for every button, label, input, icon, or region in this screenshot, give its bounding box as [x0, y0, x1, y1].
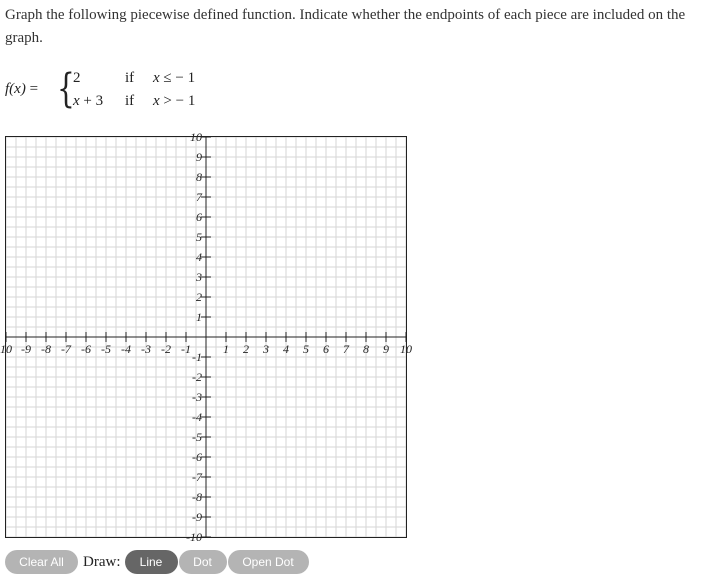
x-tick-label: 3 [263, 342, 269, 356]
piece-1-var: x [153, 70, 160, 86]
x-tick-label: 6 [323, 342, 329, 356]
piece-2-if: if [125, 93, 135, 109]
piece-2-bound: − 1 [175, 93, 196, 109]
x-tick-label: 1 [223, 342, 229, 356]
piece-1-if: if [125, 70, 135, 86]
x-tick-label: -4 [121, 342, 131, 356]
y-tick-label: 8 [196, 170, 202, 184]
y-tick-label: -3 [192, 390, 202, 404]
clear-all-button[interactable]: Clear All [5, 550, 78, 574]
piece-2-condition [153, 93, 195, 110]
x-tick-label: 7 [343, 342, 349, 356]
y-tick-label: -8 [192, 490, 202, 504]
y-tick-label: 7 [196, 190, 202, 204]
y-tick-label: -9 [192, 510, 202, 524]
x-tick-label: 10 [0, 342, 12, 356]
y-tick-label: -10 [186, 530, 202, 544]
graph-canvas[interactable] [0, 130, 412, 544]
y-tick-label: -5 [192, 430, 202, 444]
y-tick-label: 6 [196, 210, 202, 224]
question-prompt: Graph the following piecewise defined function. Indicate whether the endpoints of each piece are included on the graph. [5, 7, 686, 46]
piece-2-var: x [153, 93, 160, 109]
function-name: f [5, 81, 10, 97]
piece-1-condition [153, 70, 195, 87]
y-tick-label: 9 [196, 150, 202, 164]
y-tick-label: -2 [192, 370, 202, 384]
x-tick-label: 8 [363, 342, 369, 356]
piece-1-op: ≤ [163, 70, 172, 86]
x-tick-label: 2 [243, 342, 249, 356]
y-tick-label: -7 [192, 470, 202, 484]
y-tick-label: -6 [192, 450, 202, 464]
open-dot-tool-button[interactable]: Open Dot [228, 550, 309, 574]
x-tick-label: -7 [61, 342, 71, 356]
y-tick-label: 5 [196, 230, 202, 244]
piece-2-value-var: x [73, 93, 80, 109]
graph-svg[interactable] [0, 130, 412, 544]
line-tool-button[interactable]: Line [125, 550, 178, 574]
x-tick-label: -5 [101, 342, 111, 356]
x-tick-label: 10 [400, 342, 412, 356]
piece-2-op: > [163, 93, 172, 109]
formula-lhs: f(x) = [5, 81, 39, 97]
piece-1-bound: − 1 [175, 70, 196, 86]
piece-2-value [73, 93, 103, 110]
draw-label: Draw: [83, 553, 121, 570]
piece-2-value-rest: + 3 [79, 93, 104, 109]
y-tick-label: 2 [196, 290, 202, 304]
y-tick-label: 3 [196, 270, 202, 284]
y-tick-label: 4 [196, 250, 202, 264]
x-tick-label: -1 [181, 342, 191, 356]
x-tick-label: -8 [41, 342, 51, 356]
equals-sign: = [29, 81, 39, 97]
function-variable: x [14, 81, 21, 97]
x-tick-label: 9 [383, 342, 389, 356]
piece-1-value: 2 [73, 70, 81, 86]
dot-tool-button[interactable]: Dot [179, 550, 227, 574]
x-tick-label: 4 [283, 342, 289, 356]
left-brace: { [57, 66, 75, 112]
y-tick-label: -4 [192, 410, 202, 424]
x-tick-label: -2 [161, 342, 171, 356]
x-tick-label: -9 [21, 342, 31, 356]
x-tick-label: -6 [81, 342, 91, 356]
y-tick-label: 10 [190, 130, 202, 144]
x-tick-label: -3 [141, 342, 151, 356]
x-tick-label: 5 [303, 342, 309, 356]
y-tick-label: -1 [192, 350, 202, 364]
y-tick-label: 1 [196, 310, 202, 324]
draw-toolbar [5, 550, 309, 574]
